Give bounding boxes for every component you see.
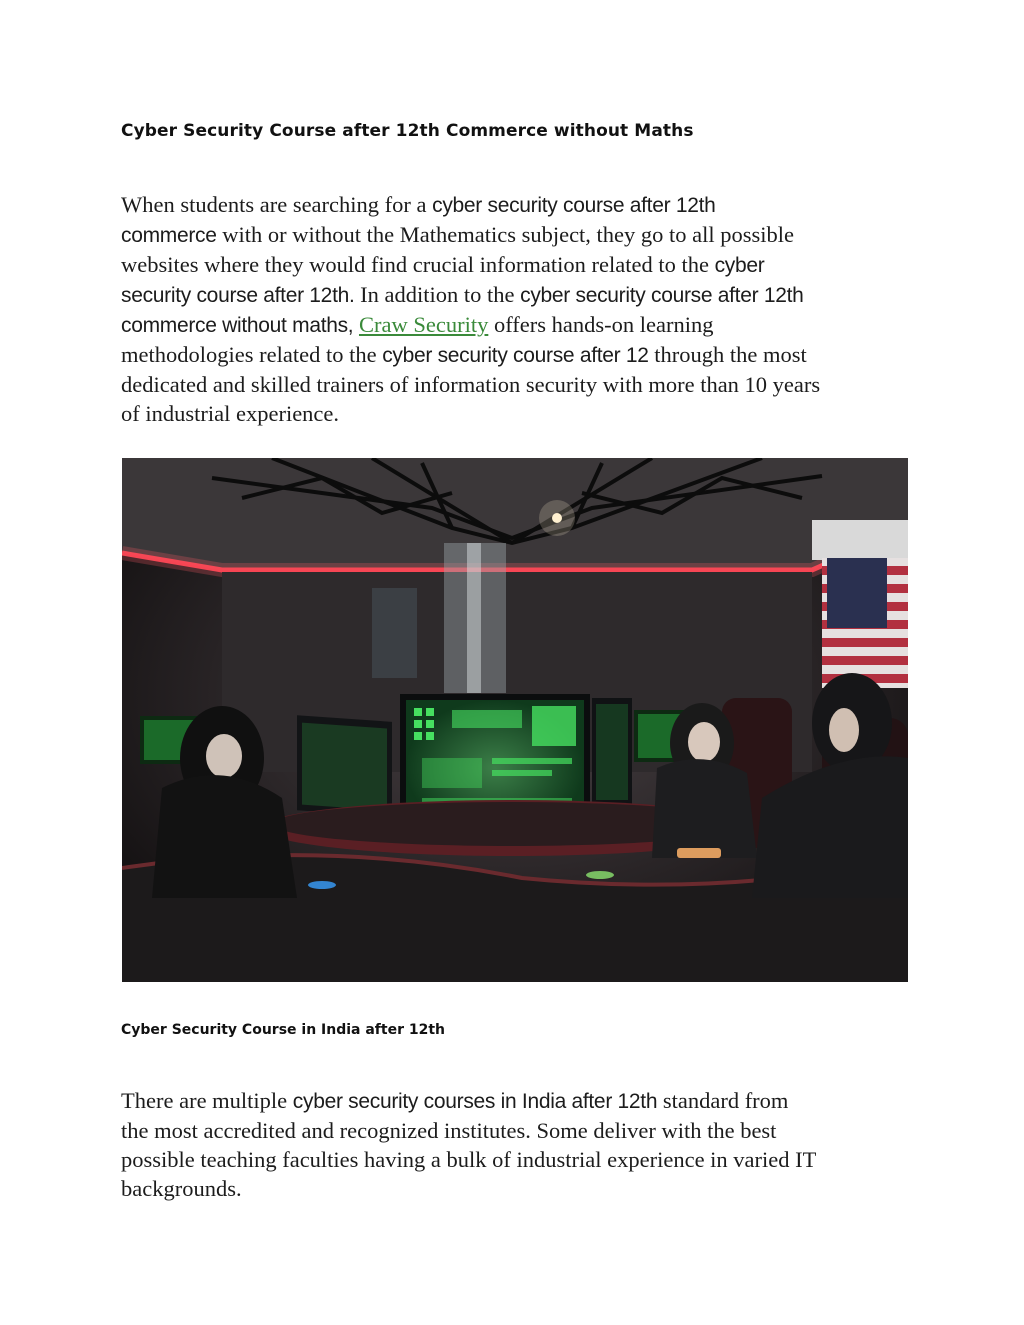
section-subheading: Cyber Security Course in India after 12th <box>121 1022 446 1038</box>
body-text: standard from <box>657 1088 789 1113</box>
body-text: When students are searching for a <box>121 192 433 217</box>
keyword-text: commerce without maths, <box>121 314 354 337</box>
text-line <box>121 310 911 340</box>
body-text: offers hands-on learning <box>488 312 714 337</box>
text-line <box>121 1174 911 1203</box>
keyword-text: commerce <box>121 224 217 247</box>
keyword-text: cyber security course after 12 <box>382 344 649 367</box>
page-title: Cyber Security Course after 12th Commerce without Maths <box>121 121 694 141</box>
body-text: of industrial experience. <box>121 401 340 426</box>
craw-security-link[interactable]: Craw Security <box>358 312 489 337</box>
body-text: methodologies related to the <box>121 342 383 367</box>
text-line <box>121 280 911 310</box>
body-text: through the most <box>648 342 807 367</box>
text-line <box>121 370 911 399</box>
india-courses-paragraph <box>121 1086 911 1203</box>
keyword-text: cyber security course after 12th <box>432 194 716 217</box>
intro-paragraph <box>121 190 911 428</box>
body-text: possible teaching faculties having a bulk of industrial experience in varied IT <box>121 1147 817 1172</box>
text-line <box>121 1145 911 1174</box>
hackers-room-photo <box>122 458 908 982</box>
text-line <box>121 1086 911 1116</box>
body-text: with or without the Mathematics subject, they go to all possible <box>216 222 795 247</box>
keyword-text: cyber <box>714 254 765 277</box>
text-line <box>121 220 911 250</box>
body-text: websites where they would find crucial information related to the <box>121 252 715 277</box>
hackers-computer-room-icon <box>122 458 908 982</box>
keyword-text: cyber security courses in India after 12th <box>292 1090 658 1113</box>
body-text: In addition to the <box>354 282 521 307</box>
body-text: backgrounds. <box>121 1176 242 1201</box>
keyword-text: security course after 12th. <box>121 284 355 307</box>
text-line <box>121 250 911 280</box>
text-line <box>121 1116 911 1145</box>
text-line <box>121 190 911 220</box>
body-text: There are multiple <box>121 1088 293 1113</box>
body-text: the most accredited and recognized institutes. Some deliver with the best <box>121 1118 777 1143</box>
text-line <box>121 399 911 428</box>
text-line <box>121 340 911 370</box>
body-text: dedicated and skilled trainers of information security with more than 10 years <box>121 372 821 397</box>
keyword-text: cyber security course after 12th <box>520 284 804 307</box>
